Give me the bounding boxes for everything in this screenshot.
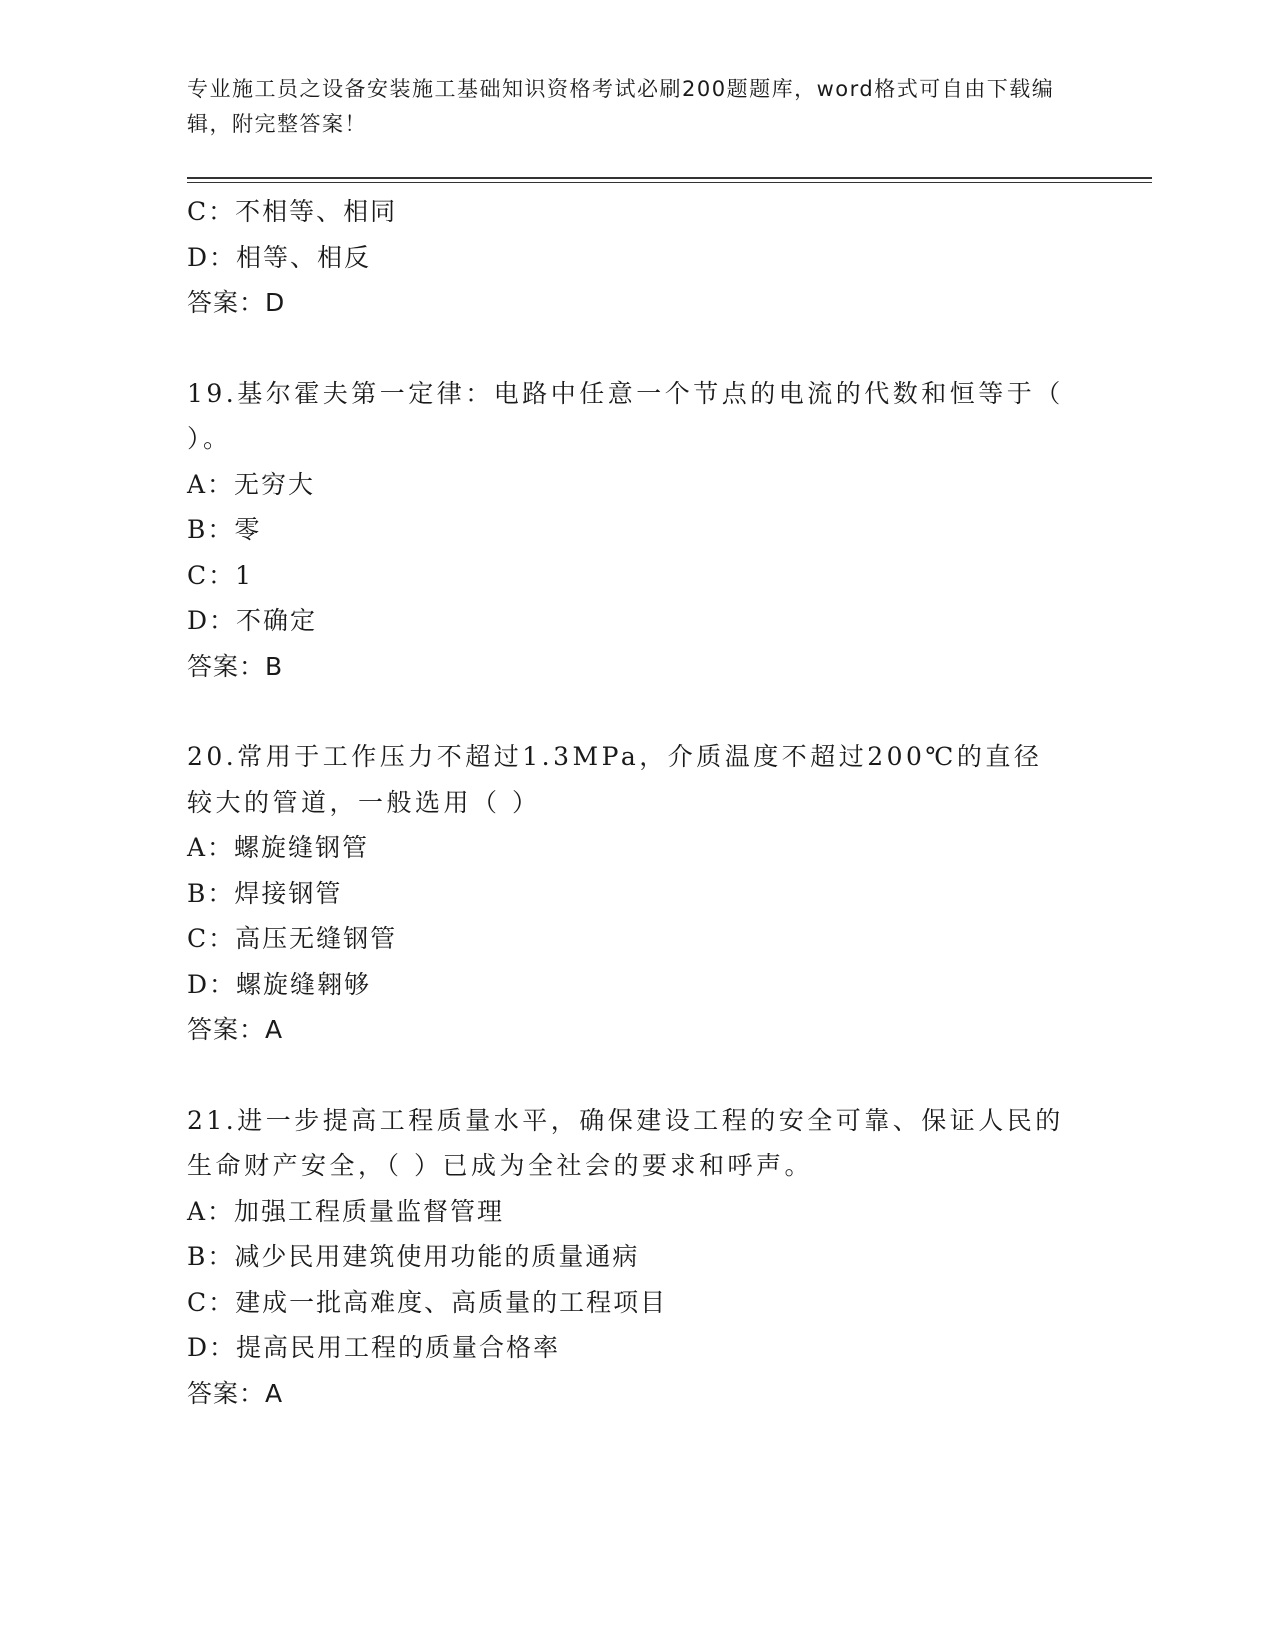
spacer xyxy=(187,326,1087,371)
question-stem: 21.进一步提高工程质量水平，确保建设工程的安全可靠、保证人民的生命财产安全，（ ）已成为全社会的要求和呼声。 xyxy=(187,1105,1064,1180)
option-c: C：不相等、相同 xyxy=(187,197,398,226)
question-block-previous xyxy=(187,189,1087,326)
option-d: D：提高民用工程的质量合格率 xyxy=(187,1333,561,1362)
option-a: A：加强工程质量监督管理 xyxy=(187,1196,505,1226)
option-a: A：无穷大 xyxy=(187,469,316,499)
document-header xyxy=(187,72,1087,142)
header-divider-thin xyxy=(187,182,1152,183)
answer-line: 答案：A xyxy=(187,1015,284,1044)
option-d: D：相等、相反 xyxy=(187,242,372,272)
question-stem: 20.常用于工作压力不超过1.3MPa，介质温度不超过200℃的直径较大的管道，一般选用（ ） xyxy=(187,742,1043,817)
document-title: 专业施工员之设备安装施工基础知识资格考试必刷200题题库，word格式可自由下载编辑，附完整答案！ xyxy=(187,77,1055,136)
option-d: D：螺旋缝翱够 xyxy=(187,969,372,999)
question-block-21 xyxy=(187,1098,1087,1417)
answer-line: 答案：B xyxy=(187,651,284,681)
option-b: B：焊接钢管 xyxy=(187,878,343,908)
option-b: B：零 xyxy=(187,515,262,544)
spacer xyxy=(187,689,1087,734)
question-stem: 19.基尔霍夫第一定律：电路中任意一个节点的电流的代数和恒等于（ ）。 xyxy=(187,378,1064,453)
option-c: C：建成一批高难度、高质量的工程项目 xyxy=(187,1287,668,1317)
option-d: D：不确定 xyxy=(187,606,318,635)
option-c: C：1 xyxy=(187,560,254,590)
option-b: B：减少民用建筑使用功能的质量通病 xyxy=(187,1242,640,1271)
spacer xyxy=(187,1053,1087,1098)
option-a: A：螺旋缝钢管 xyxy=(187,833,370,862)
question-block-20 xyxy=(187,734,1087,1053)
header-divider-thick xyxy=(187,177,1152,179)
option-c: C：高压无缝钢管 xyxy=(187,924,398,953)
answer-line: 答案：A xyxy=(187,1378,284,1408)
question-block-19 xyxy=(187,371,1087,690)
answer-line: 答案：D xyxy=(187,288,286,317)
question-list xyxy=(187,189,1087,1416)
